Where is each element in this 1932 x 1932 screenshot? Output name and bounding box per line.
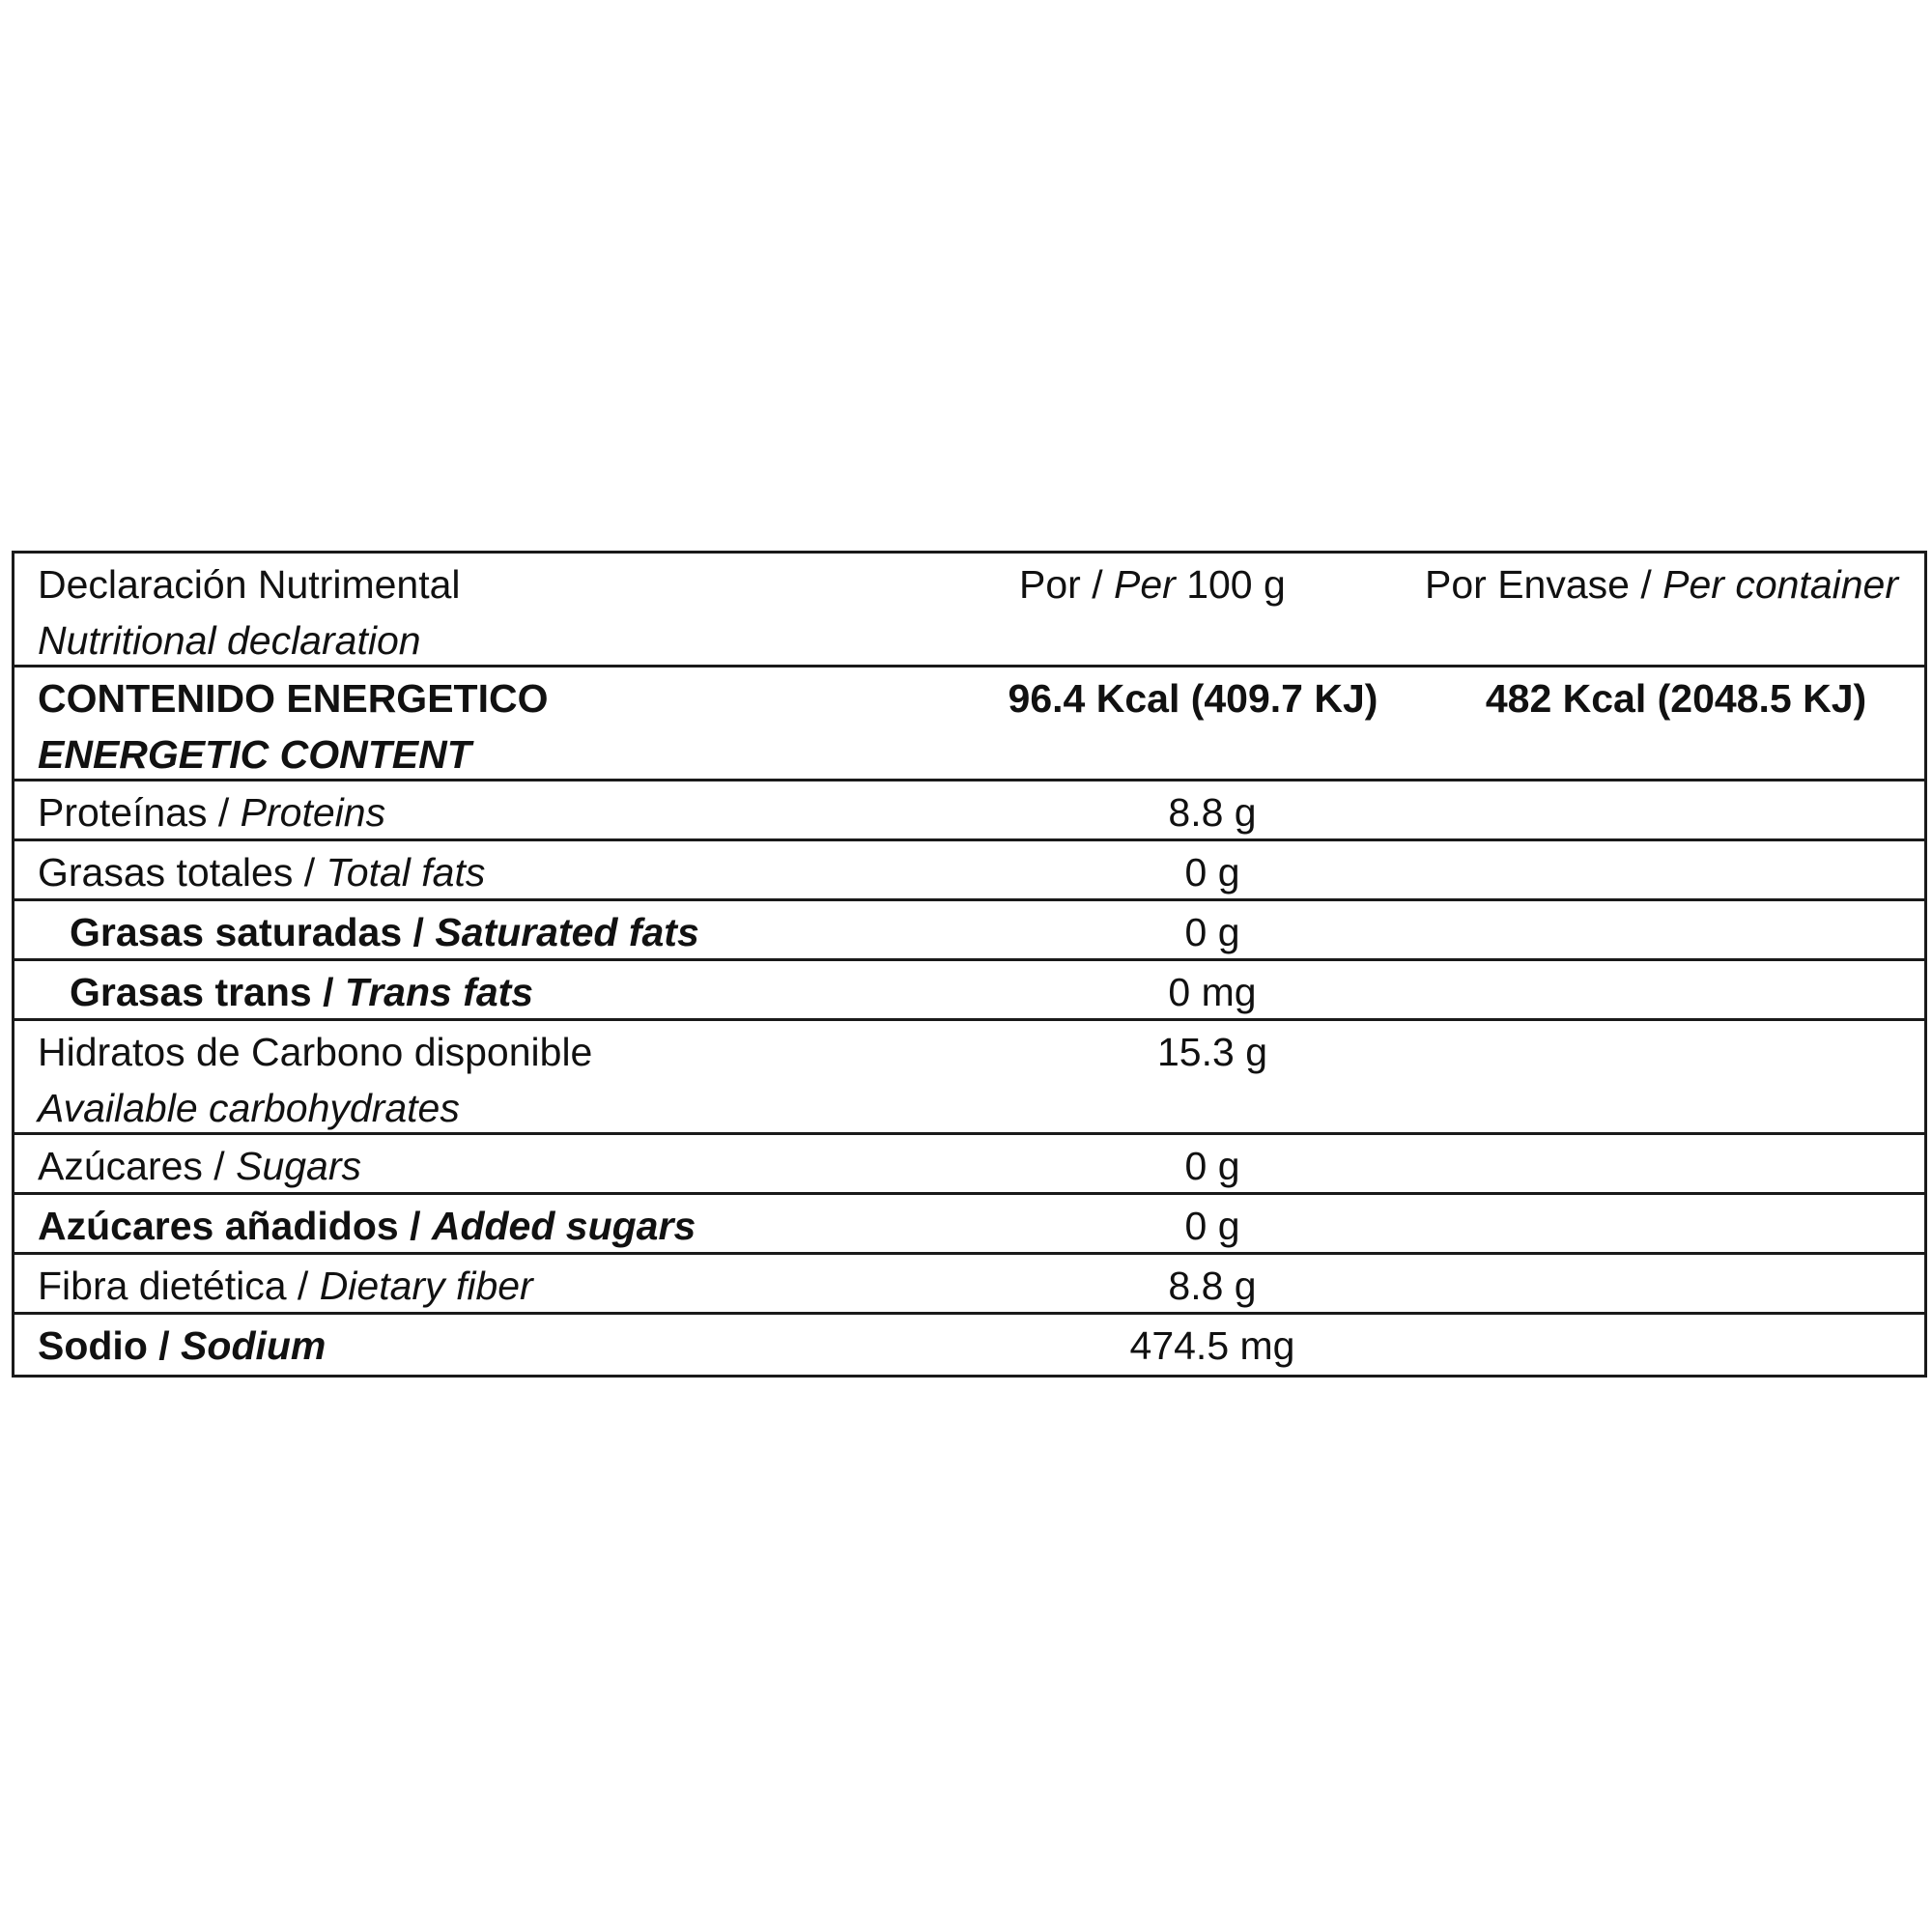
row-label-en: Trans fats	[344, 970, 534, 1014]
row-value: 8.8 g	[1168, 1264, 1257, 1308]
row-label	[70, 964, 533, 1020]
row-label-es: Sodio /	[38, 1323, 182, 1368]
table-row	[14, 1021, 1924, 1135]
energy-per-100g: 96.4 Kcal (409.7 KJ)	[1008, 676, 1378, 721]
header-per-container-es: Por Envase /	[1425, 562, 1663, 607]
row-label	[38, 1258, 533, 1314]
row-label-en: Available carbohydrates	[38, 1086, 460, 1130]
row-label-es: Azúcares /	[38, 1144, 237, 1188]
row-label-es: Proteínas /	[38, 790, 241, 835]
row-label-es: Fibra dietética /	[38, 1264, 320, 1308]
header-title-es: Declaración Nutrimental	[38, 562, 461, 607]
header-row	[14, 554, 1924, 668]
row-label	[38, 1318, 326, 1374]
energy-label	[38, 670, 548, 782]
table-row	[14, 1255, 1924, 1315]
energy-per-container: 482 Kcal (2048.5 KJ)	[1485, 676, 1867, 721]
row-label	[38, 844, 485, 900]
table-row	[14, 1195, 1924, 1255]
table-row	[14, 841, 1924, 901]
row-label-en: Added sugars	[431, 1204, 696, 1248]
row-label-es: Azúcares añadidos /	[38, 1204, 432, 1248]
header-per-container-en: Per container	[1662, 562, 1898, 607]
row-label-en: Dietary fiber	[319, 1264, 533, 1308]
header-per-100g-qty: 100 g	[1175, 562, 1286, 607]
header-per-100g-en: Per	[1113, 562, 1176, 607]
header-per-container	[1398, 556, 1925, 612]
row-label	[38, 1198, 696, 1254]
table-row	[14, 1135, 1924, 1195]
row-value: 15.3 g	[1157, 1030, 1267, 1074]
header-per-100g	[1019, 556, 1286, 612]
row-value: 8.8 g	[1168, 790, 1257, 835]
energy-label-en: ENERGETIC CONTENT	[38, 732, 471, 777]
row-value: 0 g	[1184, 850, 1240, 895]
row-label-en: Total fats	[326, 850, 486, 895]
table-row	[14, 781, 1924, 841]
header-title	[38, 556, 461, 668]
row-label-en: Sugars	[236, 1144, 362, 1188]
row-value: 0 g	[1184, 910, 1240, 954]
row-label	[70, 904, 699, 960]
row-label-en: Proteins	[240, 790, 386, 835]
table-row	[14, 1315, 1924, 1375]
header-per-100g-es: Por /	[1019, 562, 1114, 607]
row-label	[38, 784, 385, 840]
row-value: 0 g	[1184, 1144, 1240, 1188]
table-row	[14, 961, 1924, 1021]
row-label-es: Grasas trans /	[70, 970, 345, 1014]
row-label-en: Sodium	[181, 1323, 327, 1368]
row-label-es: Hidratos de Carbono disponible	[38, 1030, 593, 1074]
row-value: 0 mg	[1168, 970, 1257, 1014]
row-label	[38, 1024, 592, 1136]
table-row	[14, 901, 1924, 961]
row-label-en: Saturated fats	[435, 910, 699, 954]
header-title-en: Nutritional declaration	[38, 618, 421, 663]
energy-row	[14, 668, 1924, 781]
row-value: 474.5 mg	[1129, 1323, 1295, 1368]
row-label	[38, 1138, 361, 1194]
row-value: 0 g	[1184, 1204, 1240, 1248]
nutrition-table	[12, 551, 1927, 1378]
energy-label-es: CONTENIDO ENERGETICO	[38, 676, 549, 721]
row-label-es: Grasas saturadas /	[70, 910, 436, 954]
row-label-es: Grasas totales /	[38, 850, 327, 895]
